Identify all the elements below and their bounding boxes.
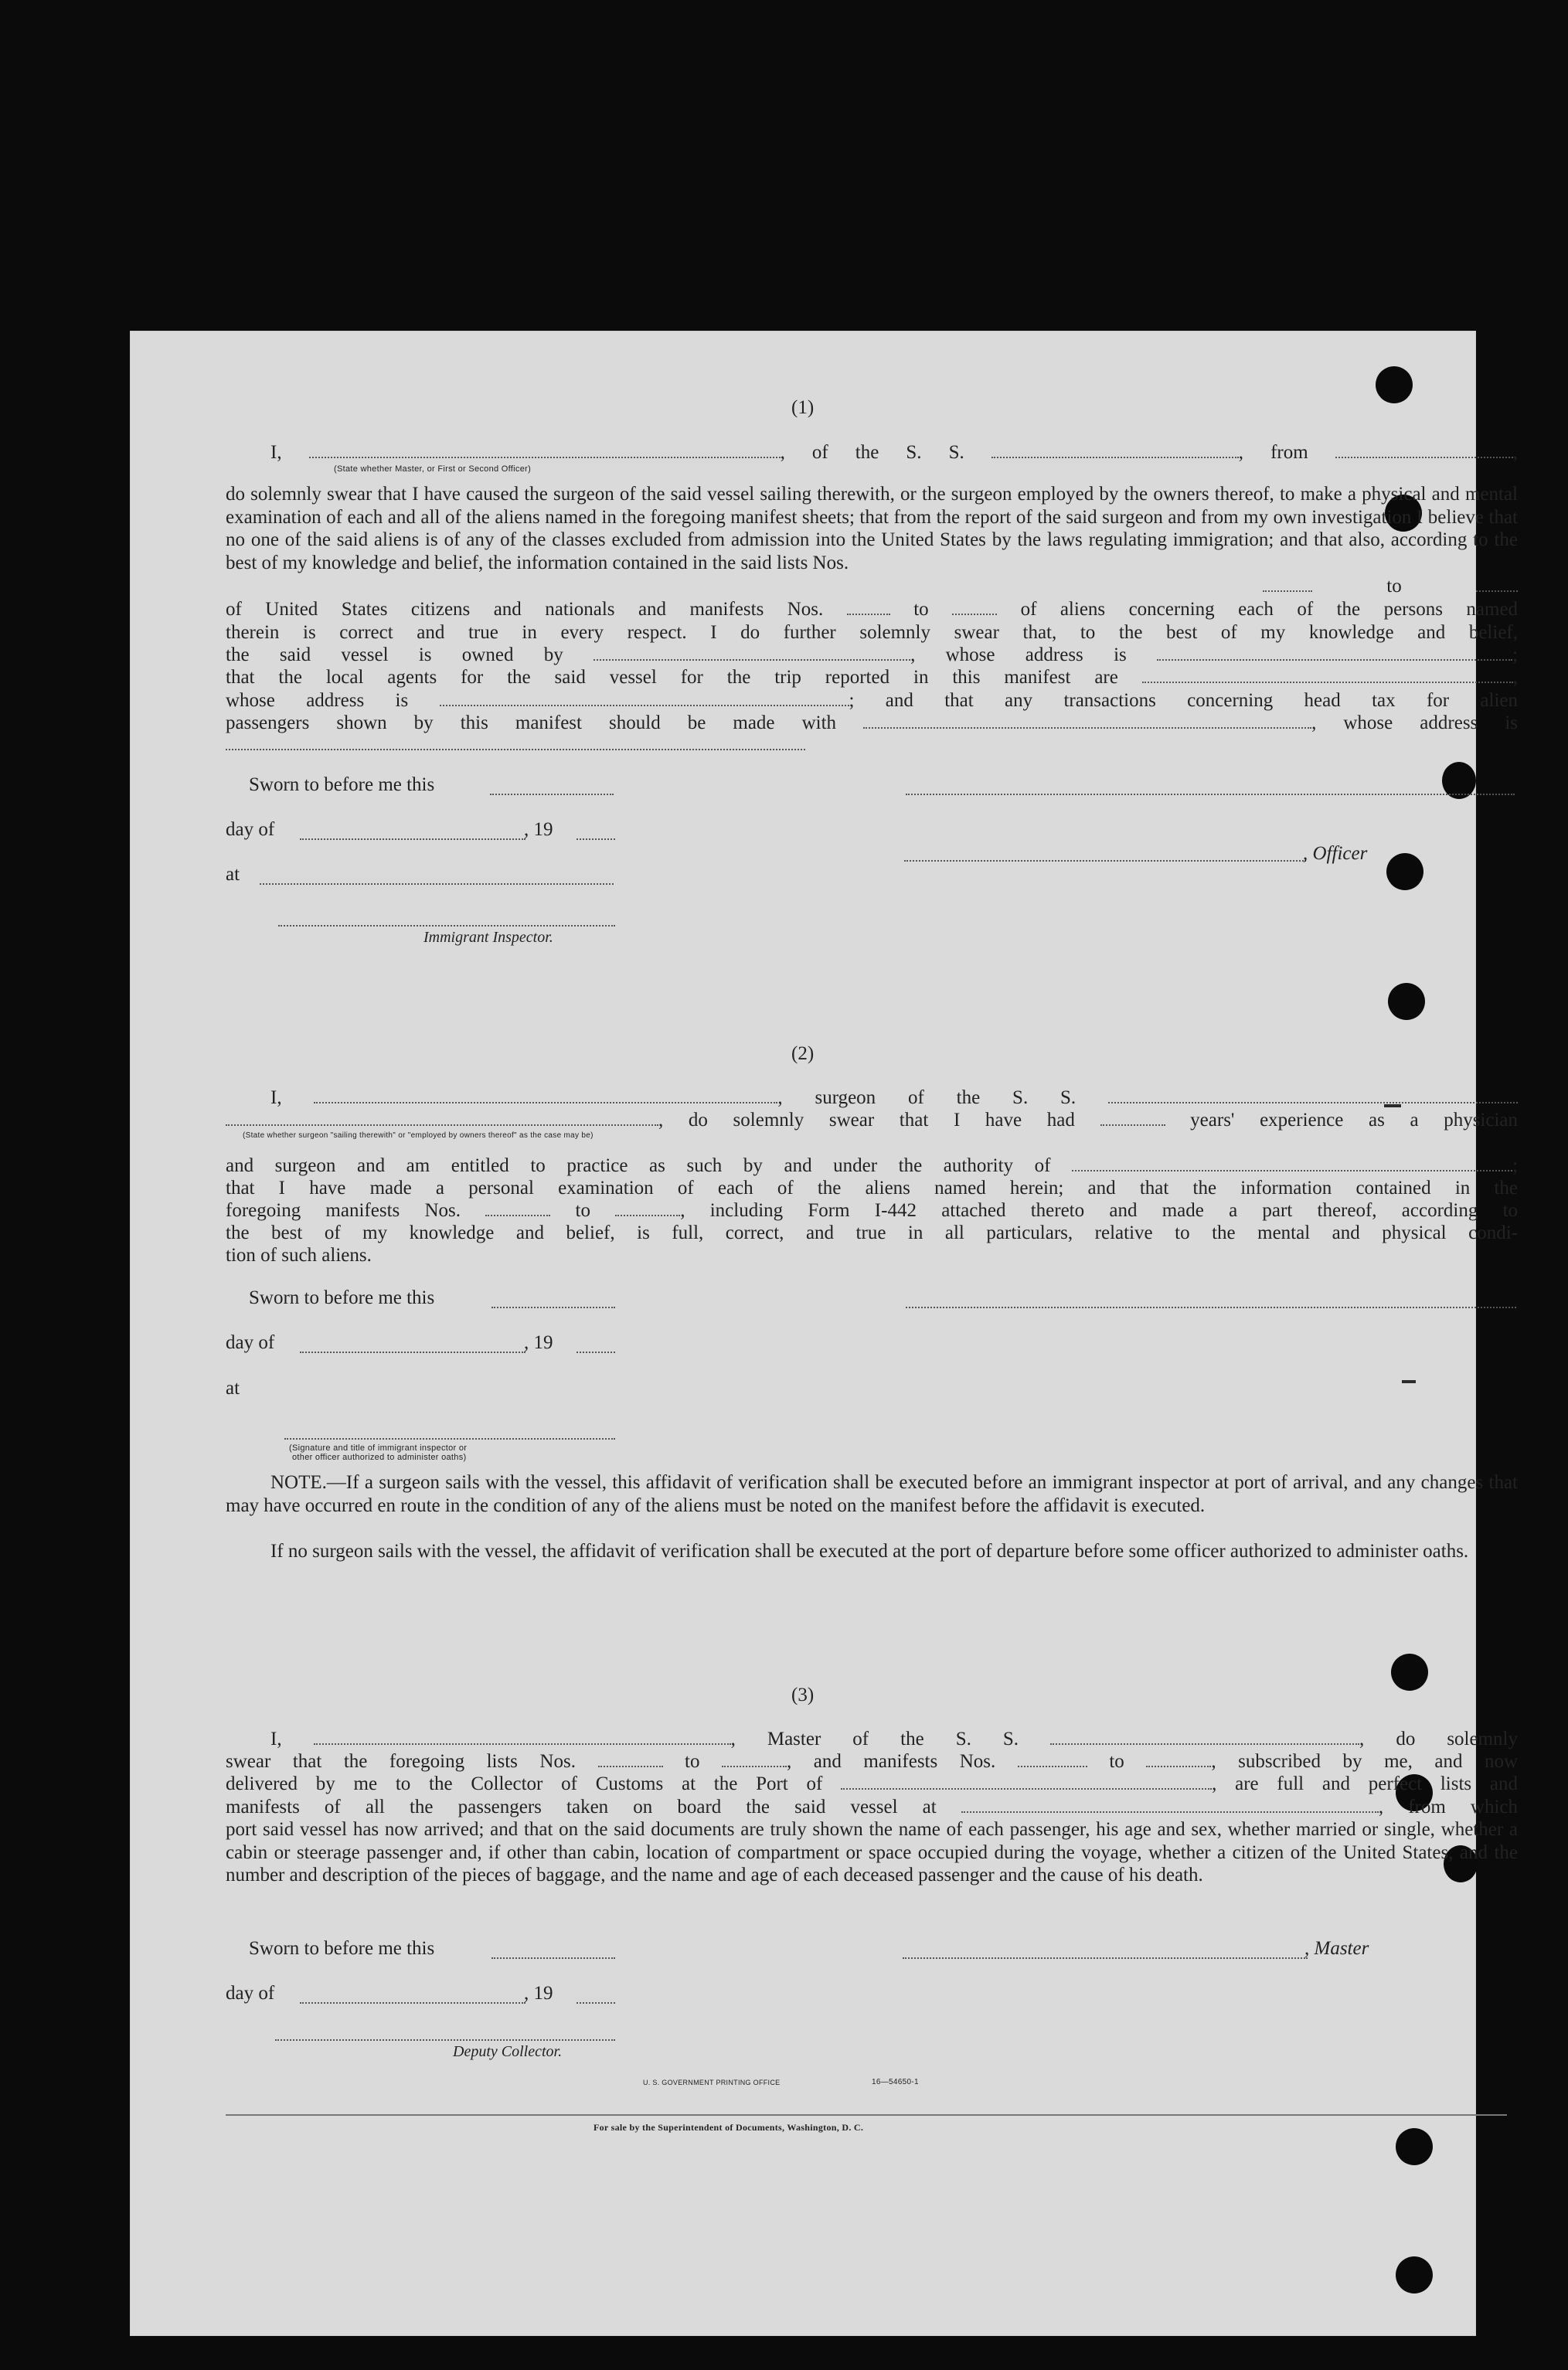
section-1-at-label: at [226, 864, 240, 885]
section-1-day-label: day of [226, 819, 275, 840]
section-2-sworn-label: Sworn to before me this [249, 1287, 435, 1308]
note-paragraph-2: If no surgeon sails with the vessel, the affidavit of verification shall be executed at the port of departure before some officer authorized to administer oaths. [270, 1541, 1469, 1562]
section-1-sworn-label: Sworn to before me this [249, 774, 435, 795]
section-3-number: (3) [791, 1685, 815, 1705]
section-2-inspector-signature-field[interactable] [284, 1437, 615, 1440]
punch-hole [1388, 983, 1425, 1020]
lists-to-field[interactable] [1476, 590, 1518, 592]
master-lists-to-field[interactable] [722, 1765, 787, 1767]
section-2-sworn-date-field[interactable] [491, 1306, 615, 1308]
section-2-day-label: day of [226, 1332, 275, 1353]
section-3-line-2: swear that the foregoing lists Nos. to , and manifests Nos. to , subscribed by me, and now [226, 1751, 1519, 1772]
surgeon-name-field[interactable] [314, 1101, 777, 1103]
deputy-collector-signature-field[interactable] [275, 2038, 615, 2041]
owner-address-field[interactable] [1157, 658, 1512, 661]
footer-rule [226, 2114, 1507, 2116]
master-label: , Master [1304, 1938, 1369, 1959]
section-2-year-field[interactable] [577, 1351, 615, 1353]
manifests-to-field[interactable] [952, 613, 997, 615]
section-2-signature-field[interactable] [906, 1306, 1516, 1308]
master-manifests-to-field[interactable] [1146, 1765, 1211, 1767]
for-sale-note: For sale by the Superintendent of Documents, Washington, D. C. [594, 2122, 864, 2133]
section-2-best: the best of my knowledge and belief, is full, correct, and true in all particulars, relative to the mental and physical condi- [226, 1222, 1518, 1243]
section-2-year-label: , 19 [524, 1332, 553, 1353]
section-2-month-field[interactable] [300, 1351, 526, 1353]
officer-name-field[interactable] [904, 859, 1306, 862]
agents-field[interactable] [1142, 681, 1513, 683]
section-1-therein: therein is correct and true in every respect. I do further solemnly swear that, to the best of my knowledge and belief, [226, 622, 1518, 643]
years-field[interactable] [1100, 1124, 1165, 1126]
master-manifests-from-field[interactable] [1018, 1765, 1087, 1767]
section-3-body: port said vessel has now arrived; and that on the said documents are truly shown the name of each passenger, his age and sex, whether married or single, whether a cabin or steerage passenger and, if other than cabin, location of compartment or space occupied during the voyage, whether a citizen of the United States, and the number and description of the pieces of baggage, and the name and age of each deceased passenger and the cause of his death. [226, 1819, 1518, 1886]
punch-hole [1391, 1654, 1428, 1691]
section-3-year-field[interactable] [577, 2001, 615, 2004]
vessel-name-field[interactable] [991, 456, 1239, 458]
manifests-from-field[interactable] [847, 613, 890, 615]
section-1-line-nos: to [1263, 575, 1518, 598]
rank-caption: (State whether Master, or First or Second Officer) [334, 464, 532, 474]
lists-from-field[interactable] [1263, 590, 1312, 592]
section-1-agents: that the local agents for the said vessel for the trip reported in this manifest are , [226, 667, 1519, 688]
section-1-agents-address: whose address is ; and that any transactions concerning head tax for alien [226, 690, 1518, 711]
master-vessel-field[interactable] [1050, 1743, 1359, 1745]
punch-hole [1396, 2256, 1433, 2293]
section-1-sworn-date-field[interactable] [490, 793, 614, 795]
section-2-number: (2) [791, 1043, 815, 1064]
inspector-signature-field[interactable] [278, 924, 615, 927]
section-3-line-3: delivered by me to the Collector of Customs at the Port of , are full and perfect lists and [226, 1773, 1519, 1794]
section-1-year-field[interactable] [577, 838, 615, 840]
head-tax-address-field[interactable] [226, 748, 805, 750]
surgeon-manifests-from-field[interactable] [485, 1214, 550, 1216]
agents-address-field[interactable] [440, 704, 849, 706]
boarding-port-field[interactable] [961, 1811, 1379, 1813]
form-code: 16—54650-1 [872, 2078, 919, 2086]
owner-field[interactable] [594, 658, 910, 661]
section-2-tion: tion of such aliens. [226, 1245, 372, 1266]
head-tax-agent-field[interactable] [863, 726, 1311, 729]
sig-caption-line-2: other officer authorized to administer oaths) [292, 1453, 467, 1462]
section-3-sworn-label: Sworn to before me this [249, 1938, 435, 1959]
surgeon-manifests-to-field[interactable] [615, 1214, 680, 1216]
section-2-personal-exam: that I have made a personal examination of each of the aliens named herein; and that the information contained in the [226, 1178, 1518, 1199]
deputy-collector-label: Deputy Collector. [453, 2043, 563, 2060]
inspector-label: Immigrant Inspector. [423, 929, 553, 946]
section-2-line-1: I, , surgeon of the S. S. [270, 1086, 1518, 1110]
section-1-oath-text: do solemnly swear that I have caused the surgeon of the said vessel sailing therewith, or the surgeon employed by the owners thereof, to make a physical and mental examination of each and all of the aliens named in the foregoing manifest sheets; that from the report of the said surgeon and from my own investigation I believe that no one of the said aliens is of any of the classes excluded from admission into the United States by the laws regulating immigration; and that also, according to the best of my knowledge and belief, the information contained in the said lists Nos. [226, 484, 1518, 573]
scratch-mark [1402, 1380, 1416, 1383]
section-2-at-label: at [226, 1378, 240, 1399]
section-2-foregoing: foregoing manifests Nos. to , including Form I-442 attached thereto and made a part thereof, according to [226, 1200, 1519, 1221]
punch-hole [1386, 853, 1423, 890]
punch-hole [1376, 366, 1413, 403]
section-1-place-field[interactable] [260, 882, 614, 885]
punch-hole [1396, 2128, 1433, 2165]
surgeon-status-field[interactable] [226, 1124, 658, 1126]
printing-office-imprint: U. S. GOVERNMENT PRINTING OFFICE [643, 2079, 781, 2086]
officer-label: , Officer [1303, 843, 1368, 864]
note-paragraph: NOTE.—If a surgeon sails with the vessel, this affidavit of verification shall be executed before an immigrant inspector at port of arrival, and any changes that may have occurred en route in the condition of any of the aliens must be noted on the manifest before the affidavit is executed. [226, 1472, 1518, 1516]
section-1-number: (1) [791, 397, 815, 418]
section-1-line-manifests: of United States citizens and nationals and manifests Nos. to of aliens concerning each of the persons named [226, 599, 1519, 620]
section-3-line-4: manifests of all the passengers taken on board the said vessel at , from which [226, 1797, 1519, 1817]
master-signature-field[interactable] [903, 1957, 1308, 1959]
section-1-passengers: passengers shown by this manifest should be made with , whose address is [226, 712, 1518, 733]
section-3-sworn-date-field[interactable] [491, 1957, 615, 1959]
section-3-line-1: I, , Master of the S. S. , do solemnly [270, 1729, 1518, 1749]
section-1-line-1: I, , of the S. S. , from , [270, 442, 1518, 463]
from-port-field[interactable] [1335, 456, 1513, 458]
section-1-signature-field[interactable] [906, 793, 1515, 795]
collector-port-field[interactable] [841, 1787, 1212, 1790]
section-3-day-label: day of [226, 1983, 275, 2004]
rank-field[interactable] [309, 456, 781, 458]
section-1-owned: the said vessel is owned by , whose address is ; [226, 644, 1519, 665]
section-3-year-label: , 19 [524, 1983, 553, 2004]
surgeon-status-caption: (State whether surgeon "sailing therewith" or "employed by owners thereof" as the case may be) [243, 1131, 594, 1140]
section-3-month-field[interactable] [300, 2001, 526, 2004]
authority-field[interactable] [1072, 1169, 1512, 1171]
surgeon-vessel-field[interactable] [1108, 1101, 1518, 1103]
section-1-year-label: , 19 [524, 819, 553, 840]
master-name-field[interactable] [314, 1743, 731, 1745]
section-2-entitled: and surgeon and am entitled to practice as such by and under the authority of ; [226, 1155, 1519, 1176]
section-1-month-field[interactable] [300, 838, 526, 840]
section-2-line-2: , do solemnly swear that I have had years' experience as a physician [226, 1109, 1518, 1132]
master-lists-from-field[interactable] [598, 1765, 663, 1767]
form-page [130, 331, 1519, 2336]
sig-caption-line-1: (Signature and title of immigrant inspector or [289, 1443, 468, 1453]
